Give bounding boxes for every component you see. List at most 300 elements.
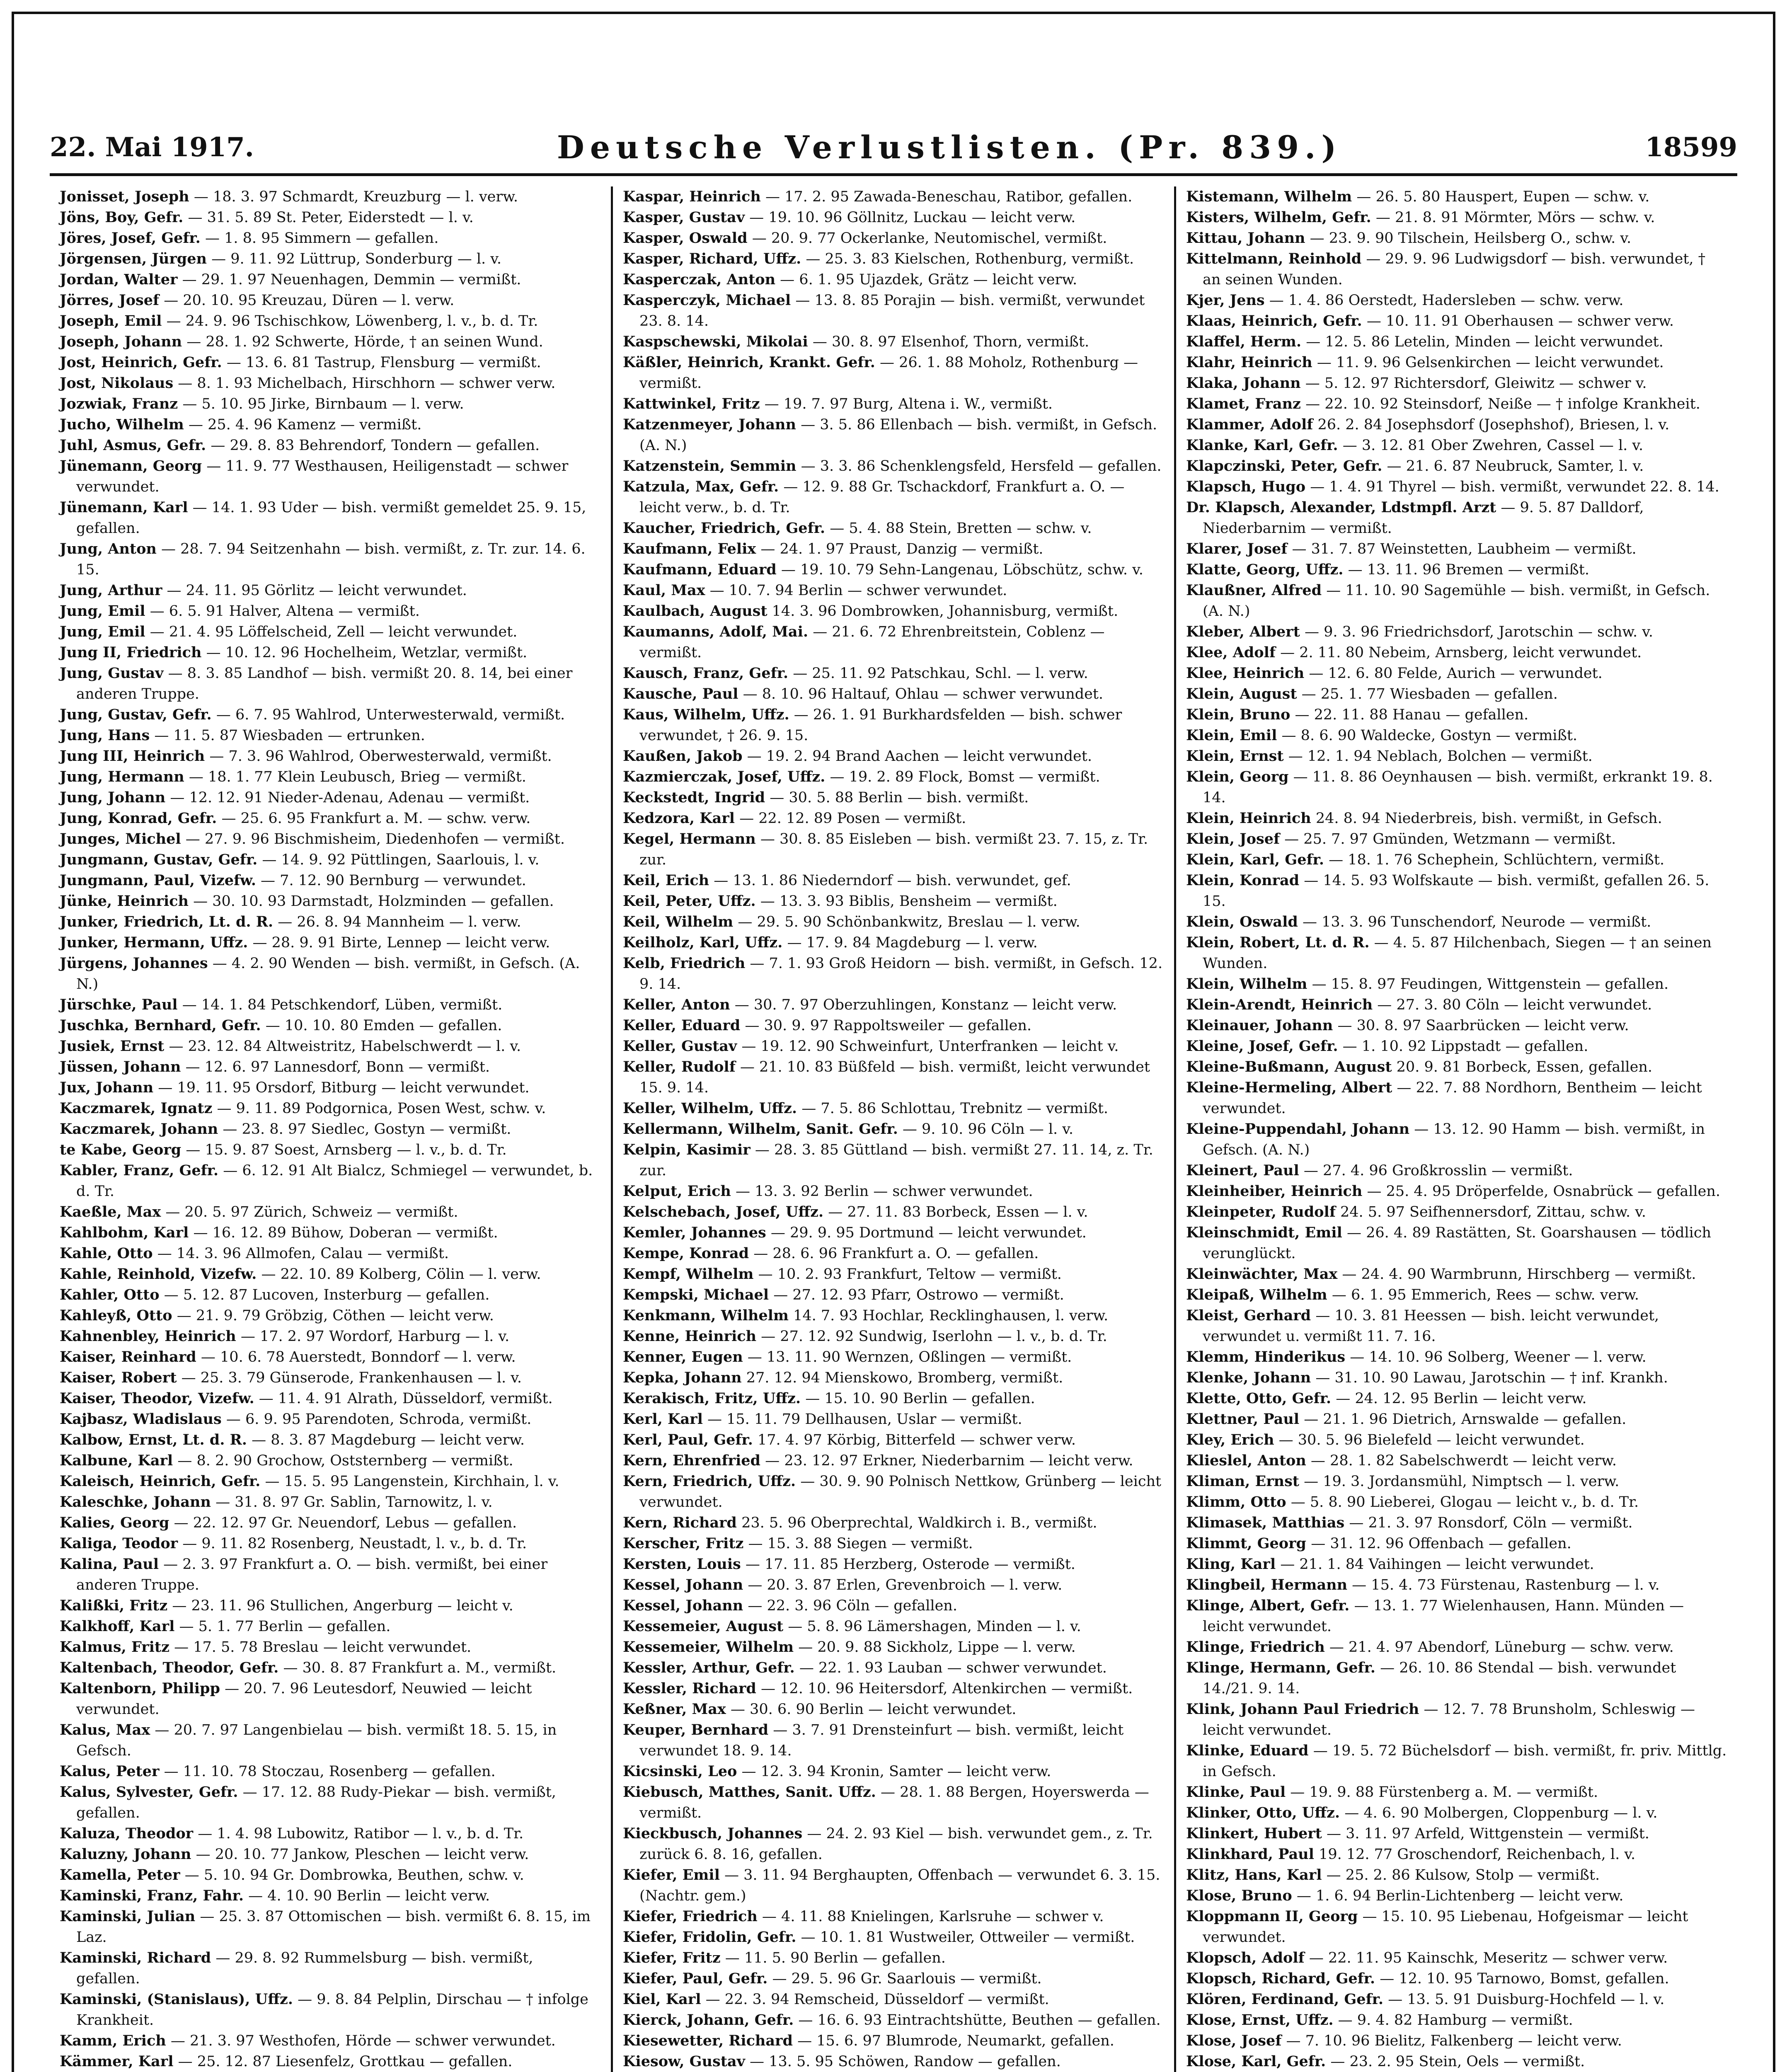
entry-name: Jost, Heinrich, Gefr. [60, 354, 222, 371]
entry-details: — 6. 9. 95 Parendoten, Schroda, vermißt. [226, 1411, 532, 1428]
entry-name: Kaufmann, Eduard [623, 561, 777, 578]
entry-name: Kleinauer, Johann [1186, 1017, 1333, 1034]
list-entry [623, 1119, 1164, 1140]
entry-name: Kaczmarek, Johann [60, 1121, 218, 1138]
entry-details: — 7. 1. 93 Groß Heidorn — bish. vermißt, in Gefsch. 12. 9. 14. [639, 955, 1163, 992]
list-entry [1186, 1740, 1727, 1782]
entry-name: Kaminski, Richard [60, 1949, 211, 1966]
entry-name: Kleine, Josef, Gefr. [1186, 1038, 1338, 1055]
entry-name: Keuper, Bernhard [623, 1721, 769, 1738]
entry-name: Kling, Karl [1186, 1556, 1276, 1573]
entry-details: — 11. 9. 96 Gelsenkirchen — leicht verwundet. [1317, 354, 1664, 371]
entry-details: — 8. 10. 96 Haltauf, Ohlau — schwer verwundet. [743, 686, 1103, 702]
header-rule [50, 173, 1737, 176]
header-title-text: Deutsche Verlustlisten. [557, 128, 1102, 166]
entry-name: Klein, Oswald [1186, 913, 1298, 930]
entry-details: — 8. 1. 93 Michelbach, Hirschhorn — schwer verw. [178, 375, 556, 392]
list-entry [1186, 497, 1727, 539]
entry-details: — 10. 7. 94 Berlin — schwer verwundet. [709, 582, 1007, 599]
list-entry [1186, 228, 1727, 249]
entry-name: Klein, Robert, Lt. d. R. [1186, 934, 1370, 951]
entry-name: Kelput, Erich [623, 1183, 731, 1200]
list-entry [60, 269, 601, 290]
entry-name: Kiesow, Gustav [623, 2053, 745, 2070]
list-entry [623, 249, 1164, 269]
entry-details: — 4. 2. 90 Wenden — bish. vermißt, in Gefsch. (A. N.) [76, 955, 580, 992]
entry-details: — 19. 5. 72 Büchelsdorf — bish. vermißt, fr. priv. Mittlg. in Gefsch. [1203, 1743, 1727, 1780]
list-entry [623, 1347, 1164, 1368]
entry-details: 17. 4. 97 Körbig, Bitterfeld — schwer verw. [757, 1432, 1076, 1448]
entry-name: Klose, Josef [1186, 2032, 1282, 2049]
list-entry [1186, 311, 1727, 332]
entry-details: — 26. 8. 94 Mannheim — l. verw. [278, 914, 521, 930]
list-entry [1186, 1450, 1727, 1471]
entry-name: Jozwiak, Franz [60, 395, 178, 412]
list-entry [1186, 1077, 1727, 1119]
list-entry [1186, 1430, 1727, 1450]
list-entry [623, 1927, 1164, 1948]
list-entry [623, 1948, 1164, 1968]
entry-details: — 15. 10. 95 Liebenau, Hofgeismar — leicht verwundet. [1203, 1908, 1688, 1946]
list-entry [1186, 1595, 1727, 1637]
entry-details: — 27. 12. 92 Sundwig, Iserlohn — l. v., b. d. Tr. [761, 1328, 1107, 1345]
entry-name: Kleine-Bußmann, August [1186, 1058, 1392, 1075]
entry-details: — 25. 4. 95 Dröperfelde, Osnabrück — gefallen. [1367, 1183, 1721, 1200]
entry-details: — 22. 12. 89 Posen — vermißt. [739, 810, 966, 827]
entry-name: Kistemann, Wilhelm [1186, 188, 1352, 205]
entry-name: Jürgens, Johannes [60, 955, 208, 972]
entry-name: Klein, Konrad [1186, 872, 1300, 889]
list-entry [1186, 559, 1727, 580]
entry-details: — 3. 7. 91 Drensteinfurt — bish. vermißt, leicht verwundet 18. 9. 14. [639, 1722, 1124, 1759]
entry-name: Klein, Bruno [1186, 706, 1291, 723]
list-entry [623, 2010, 1164, 2031]
entry-details: — 3. 11. 97 Arfeld, Wittgenstein — vermißt. [1326, 1825, 1649, 1842]
list-entry [623, 580, 1164, 601]
entry-name: Kausche, Paul [623, 685, 739, 702]
list-entry [60, 1057, 601, 1077]
entry-name: Kaminski, (Stanislaus), Uffz. [60, 1991, 293, 2008]
entry-name: Kisters, Wilhelm, Gefr. [1186, 209, 1371, 226]
entry-name: Kelschebach, Josef, Uffz. [623, 1203, 824, 1220]
list-entry [60, 352, 601, 373]
entry-name: Jung, Johann [60, 789, 166, 806]
entry-details: — 21. 10. 83 Büßfeld — bish. vermißt, leicht verwundet 15. 9. 14. [639, 1059, 1150, 1096]
entry-details: — 23. 11. 96 Stullichen, Angerburg — leicht v. [172, 1598, 513, 1614]
entry-details: — 29. 5. 90 Schönbankwitz, Breslau — l. verw. [738, 914, 1080, 930]
entry-name: Klenke, Johann [1186, 1369, 1311, 1386]
list-entry [1186, 477, 1727, 497]
list-entry [623, 829, 1164, 870]
entry-details: — 19. 2. 89 Flock, Bomst — vermißt. [830, 769, 1100, 785]
entry-name: Jünemann, Karl [60, 499, 188, 516]
entry-name: Kiefer, Fritz [623, 1949, 721, 1966]
entry-name: Kleinschmidt, Emil [1186, 1224, 1342, 1241]
entry-name: Kaltenborn, Philipp [60, 1680, 220, 1697]
entry-details: — 13. 11. 90 Wernzen, Oßlingen — vermißt. [747, 1349, 1072, 1365]
entry-name: Klee, Adolf [1186, 644, 1276, 661]
entry-name: Kleine-Puppendahl, Johann [1186, 1121, 1410, 1138]
entry-name: Klarer, Josef [1186, 540, 1288, 557]
list-entry [623, 912, 1164, 932]
entry-details: — 14. 5. 93 Wolfskaute — bish. vermißt, gefallen 26. 5. 15. [1203, 872, 1710, 910]
list-entry [623, 704, 1164, 746]
entry-details: — 16. 12. 89 Bühow, Doberan — vermißt. [193, 1225, 498, 1241]
entry-name: Katzula, Max, Gefr. [623, 478, 779, 495]
entry-details: — 22. 3. 94 Remscheid, Düsseldorf — vermißt. [705, 1991, 1049, 2008]
list-entry [60, 311, 601, 332]
list-entry [60, 1077, 601, 1098]
list-entry [1186, 850, 1727, 870]
entry-name: Kiefer, Paul, Gefr. [623, 1970, 768, 1987]
entry-name: Jünke, Heinrich [60, 893, 189, 910]
entry-name: Kelb, Friedrich [623, 955, 746, 972]
entry-name: Joseph, Emil [60, 312, 162, 329]
entry-name: Kalina, Paul [60, 1556, 159, 1573]
entry-details: — 13. 3. 93 Biblis, Bensheim — vermißt. [760, 893, 1058, 910]
entry-name: Klammer, Adolf [1186, 416, 1313, 433]
list-entry [623, 1575, 1164, 1595]
entry-name: Kleine-Hermeling, Albert [1186, 1079, 1392, 1096]
list-entry [1186, 684, 1727, 704]
entry-name: Jonisset, Joseph [60, 188, 189, 205]
list-entry [623, 290, 1164, 332]
list-entry [623, 1699, 1164, 1720]
list-entry [1186, 456, 1727, 477]
entry-name: Kern, Friedrich, Uffz. [623, 1473, 796, 1490]
entry-details: — 16. 6. 93 Eintrachtshütte, Beuthen — gefallen. [798, 2012, 1161, 2028]
entry-details: — 30. 8. 97 Elsenhof, Thorn, vermißt. [812, 334, 1090, 350]
list-entry [1186, 1575, 1727, 1595]
list-entry [60, 373, 601, 394]
entry-details: — 26. 1. 91 Burkhardsfelden — bish. schwer verwundet, † 26. 9. 15. [639, 707, 1122, 744]
entry-details: — 25. 4. 96 Kamenz — vermißt. [188, 416, 422, 433]
list-entry [1186, 1305, 1727, 1347]
entry-name: Klein, Ernst [1186, 748, 1284, 765]
entry-name: Keller, Eduard [623, 1017, 741, 1034]
entry-name: Kiefer, Emil [623, 1866, 720, 1883]
entry-details: — 27. 4. 96 Großkrosslin — vermißt. [1303, 1162, 1573, 1179]
list-entry [1186, 767, 1727, 808]
entry-details: — 29. 9. 95 Dortmund — leicht verwundet. [770, 1225, 1087, 1241]
list-entry [623, 1678, 1164, 1699]
list-entry [60, 2031, 601, 2051]
list-entry [60, 642, 601, 663]
entry-details: — 11. 9. 77 Westhausen, Heiligenstadt — schwer verwundet. [76, 458, 569, 495]
entry-details: — 10. 12. 96 Hochelheim, Wetzlar, vermißt. [206, 644, 528, 661]
list-entry [1186, 186, 1727, 207]
entry-details: — 5. 4. 88 Stein, Bretten — schw. v. [830, 520, 1092, 537]
list-entry [60, 1347, 601, 1368]
entry-name: Klinkhard, Paul [1186, 1846, 1314, 1863]
list-entry [623, 1243, 1164, 1264]
entry-name: Kiefer, Friedrich [623, 1908, 758, 1925]
entry-details: — 4. 11. 88 Knielingen, Karlsruhe — schwer v. [762, 1908, 1104, 1925]
entry-name: Kittelmann, Reinhold [1186, 250, 1362, 267]
entry-name: Kersten, Louis [623, 1556, 741, 1573]
list-entry [1186, 352, 1727, 373]
list-entry [60, 497, 601, 539]
entry-details: — 15. 9. 87 Soest, Arnsberg — l. v., b. d. Tr. [186, 1142, 507, 1158]
entry-details: — 15. 4. 73 Fürstenau, Rastenburg — l. v. [1352, 1577, 1660, 1593]
entry-name: Kaliga, Teodor [60, 1535, 178, 1552]
entry-details: — 4. 6. 90 Molbergen, Cloppenburg — l. v. [1344, 1805, 1658, 1821]
entry-details: — 10. 10. 80 Emden — gefallen. [265, 1017, 502, 1034]
entry-details: — 9. 11. 92 Lüttrup, Sonderburg — l. v. [211, 251, 502, 267]
list-entry [623, 518, 1164, 539]
entry-name: Junges, Michel [60, 830, 181, 847]
entry-name: Kelpin, Kasimir [623, 1141, 751, 1158]
entry-details: — 30. 8. 85 Eisleben — bish. vermißt 23. 7. 15, z. Tr. zur. [639, 831, 1148, 868]
entry-details: — 31. 8. 97 Gr. Sablin, Tarnowitz, l. v. [216, 1494, 493, 1510]
entry-details: — 24. 12. 95 Berlin — leicht verw. [1336, 1390, 1587, 1407]
list-entry [60, 1202, 601, 1222]
list-entry [623, 1264, 1164, 1285]
entry-name: Kleinpeter, Rudolf [1186, 1203, 1336, 1220]
list-entry [60, 1492, 601, 1513]
list-entry [623, 746, 1164, 767]
entry-details: — 11. 4. 91 Alrath, Düsseldorf, vermißt. [259, 1390, 553, 1407]
list-entry [623, 1140, 1164, 1181]
list-entry [623, 1285, 1164, 1305]
entry-details: — 13. 12. 90 Hamm — bish. vermißt, in Gefsch. (A. N.) [1203, 1121, 1705, 1158]
entry-details: — 22. 12. 97 Gr. Neuendorf, Lebus — gefallen. [174, 1515, 517, 1531]
entry-details: — 9. 8. 84 Pelplin, Dirschau — † infolge Krankheit. [76, 1991, 588, 2028]
entry-name: Jordan, Walter [60, 271, 178, 288]
entry-name: Klamet, Franz [1186, 395, 1301, 412]
entry-name: Klemm, Hinderikus [1186, 1348, 1346, 1365]
entry-details: — 22. 10. 92 Steinsdorf, Neiße — † infolge Krankheit. [1305, 396, 1700, 412]
entry-name: Kaucher, Friedrich, Gefr. [623, 520, 826, 537]
entry-details: — 20. 9. 88 Sickholz, Lippe — l. verw. [798, 1639, 1076, 1656]
entry-name: Kittau, Johann [1186, 230, 1305, 247]
list-entry [623, 1326, 1164, 1347]
list-entry [60, 414, 601, 435]
entry-name: Kajbasz, Wladislaus [60, 1411, 222, 1428]
entry-name: Kalkhoff, Karl [60, 1618, 175, 1635]
list-entry [60, 539, 601, 580]
entry-details: — 6. 5. 91 Halver, Altena — vermißt. [150, 603, 420, 620]
entry-details: 27. 12. 94 Mienskowo, Bromberg, vermißt. [746, 1370, 1063, 1386]
entry-name: Kaiser, Reinhard [60, 1348, 196, 1365]
entry-name: Kalus, Max [60, 1721, 150, 1738]
list-entry [623, 1057, 1164, 1098]
entry-name: Kamm, Erich [60, 2032, 166, 2049]
entry-name: Kaul, Max [623, 582, 705, 599]
list-entry [623, 1989, 1164, 2010]
entry-details: — 25. 3. 79 Günserode, Frankenhausen — l. v. [181, 1370, 522, 1386]
list-entry [1186, 1699, 1727, 1740]
list-entry [623, 787, 1164, 808]
entry-name: Kempe, Konrad [623, 1245, 749, 1262]
entry-name: Jüssen, Johann [60, 1058, 181, 1075]
entry-details: — 19. 9. 88 Fürstenberg a. M. — vermißt. [1290, 1784, 1598, 1801]
list-entry [60, 1368, 601, 1388]
entry-details: — 24. 1. 97 Praust, Danzig — vermißt. [760, 541, 1044, 557]
entry-details: — 8. 3. 87 Magdeburg — leicht verw. [252, 1432, 525, 1448]
entry-details: — 15. 10. 90 Berlin — gefallen. [805, 1390, 1035, 1407]
entry-name: Kjer, Jens [1186, 292, 1265, 309]
entry-details: — 6. 12. 91 Alt Bialcz, Schmiegel — verwundet, b. d. Tr. [76, 1162, 593, 1200]
list-entry [1186, 704, 1727, 725]
entry-details: — 12. 1. 94 Neblach, Bolchen — vermißt. [1288, 748, 1593, 765]
entry-name: Kerl, Karl [623, 1411, 703, 1428]
entry-name: Kierck, Johann, Gefr. [623, 2011, 794, 2028]
list-entry [60, 787, 601, 808]
list-entry [1186, 1119, 1727, 1160]
entry-name: Kalus, Peter [60, 1763, 160, 1780]
header-issue: (Pr. 839.) [1118, 128, 1342, 166]
entry-name: Kaminski, Julian [60, 1908, 196, 1925]
entry-details: — 3. 12. 81 Ober Zwehren, Cassel — l. v. [1342, 437, 1644, 454]
list-entry [623, 953, 1164, 995]
list-entry [1186, 1347, 1727, 1368]
entry-details: — 21. 6. 72 Ehrenbreitstein, Coblenz — vermißt. [639, 624, 1105, 661]
entry-name: Kaußen, Jakob [623, 748, 743, 765]
entry-details: — 13. 6. 81 Tastrup, Flensburg — vermißt. [226, 354, 541, 371]
entry-name: Jungmann, Gustav, Gefr. [60, 851, 258, 868]
list-entry [623, 1368, 1164, 1388]
entry-details: — 9. 4. 82 Hamburg — vermißt. [1338, 2012, 1573, 2028]
entry-details: — 21. 1. 96 Dietrich, Arnswalde — gefallen. [1304, 1411, 1627, 1428]
list-entry [623, 1015, 1164, 1036]
list-entry [60, 1388, 601, 1409]
list-entry [1186, 1803, 1727, 1823]
entry-name: Klatte, Georg, Uffz. [1186, 561, 1344, 578]
entry-name: Klahr, Heinrich [1186, 354, 1312, 371]
entry-details: — 28. 3. 85 Güttland — bish. vermißt 27. 11. 14, z. Tr. zur. [639, 1142, 1153, 1179]
entry-details: — 1. 4. 98 Lubowitz, Ratibor — l. v., b. d. Tr. [198, 1825, 524, 1842]
entry-details: — 8. 2. 90 Grochow, Oststernberg — vermißt. [177, 1452, 513, 1469]
entry-details: — 6. 1. 95 Emmerich, Rees — schw. verw. [1332, 1287, 1639, 1303]
entry-details: — 3. 11. 94 Berghaupten, Offenbach — verwundet 6. 3. 15. (Nachtr. gem.) [639, 1867, 1160, 1904]
entry-name: Jung, Anton [60, 540, 157, 557]
entry-name: Klose, Ernst, Uffz. [1186, 2011, 1334, 2028]
entry-details: — 5. 12. 87 Lucoven, Insterburg — gefallen. [164, 1287, 490, 1303]
entry-details: — 1. 4. 86 Oerstedt, Hadersleben — schw. verw. [1269, 292, 1624, 309]
entry-name: Klinke, Eduard [1186, 1742, 1309, 1759]
entry-name: Kalbune, Karl [60, 1452, 173, 1469]
list-entry [623, 1036, 1164, 1057]
list-entry [1186, 1285, 1727, 1305]
entry-details: — 30. 9. 97 Rappoltsweiler — gefallen. [745, 1017, 1032, 1034]
list-entry [60, 1616, 601, 1637]
entry-name: Klinker, Otto, Uffz. [1186, 1804, 1340, 1821]
entry-name: Keil, Wilhelm [623, 913, 734, 930]
list-entry [60, 746, 601, 767]
list-entry [60, 1865, 601, 1886]
entry-name: Kessel, Johann [623, 1576, 743, 1593]
entry-name: Kloppmann II, Georg [1186, 1908, 1358, 1925]
entry-name: Kaeßle, Max [60, 1203, 161, 1220]
list-entry [1186, 1554, 1727, 1575]
entry-name: Klee, Heinrich [1186, 665, 1305, 682]
entry-details: — 14. 9. 92 Püttlingen, Saarlouis, l. v. [262, 852, 540, 868]
entry-details: — 13. 8. 85 Porajin — bish. vermißt, verwundet 23. 8. 14. [639, 292, 1145, 329]
entry-details: — 12. 7. 78 Brunsholm, Schleswig — leicht verwundet. [1203, 1701, 1695, 1738]
entry-details: — 24. 9. 96 Tschischkow, Löwenberg, l. v., b. d. Tr. [166, 313, 538, 329]
casualty-list-columns [50, 186, 1737, 2072]
list-entry [1186, 1823, 1727, 1844]
column-right [1174, 186, 1737, 2072]
list-entry [60, 622, 601, 642]
list-entry [1186, 870, 1727, 912]
entry-name: Jöns, Boy, Gefr. [60, 209, 184, 226]
entry-name: Klein, Wilhelm [1186, 975, 1308, 992]
list-entry [60, 456, 601, 497]
list-entry [60, 850, 601, 870]
list-entry [1186, 1844, 1727, 1865]
entry-details: — 7. 3. 96 Wahlrod, Oberwesterwald, vermißt. [209, 748, 552, 765]
entry-details: — 13. 5. 91 Duisburg-Hochfeld — l. v. [1388, 1991, 1665, 2008]
entry-details: — 25. 11. 92 Patschkau, Schl. — l. verw. [793, 665, 1088, 682]
entry-name: Klein-Arendt, Heinrich [1186, 996, 1373, 1013]
list-entry [623, 1181, 1164, 1202]
list-entry [623, 1865, 1164, 1906]
entry-details: — 26. 4. 89 Rastätten, St. Goarshausen — tödlich verunglückt. [1203, 1225, 1712, 1262]
list-entry [623, 539, 1164, 559]
entry-name: Jung, Konrad, Gefr. [60, 810, 217, 827]
entry-details: — 31. 7. 87 Weinstetten, Laubheim — vermißt. [1292, 541, 1637, 557]
entry-details: — 23. 9. 90 Tilschein, Heilsberg O., schw. v. [1310, 230, 1632, 247]
entry-name: Kaus, Wilhelm, Uffz. [623, 706, 789, 723]
list-entry [1186, 1989, 1727, 2010]
entry-name: Klettner, Paul [1186, 1411, 1300, 1428]
entry-details: — 9. 11. 82 Rosenberg, Neustadt, l. v., b. d. Tr. [182, 1535, 527, 1552]
entry-details: — 14. 3. 96 Allmofen, Calau — vermißt. [157, 1245, 449, 1262]
entry-details: — 23. 12. 97 Erkner, Niederbarnim — leicht verw. [765, 1452, 1133, 1469]
list-entry [623, 1720, 1164, 1761]
entry-name: Keilholz, Karl, Uffz. [623, 934, 783, 951]
entry-details: — 10. 2. 93 Frankfurt, Teltow — vermißt. [758, 1266, 1062, 1283]
list-entry [60, 1948, 601, 1989]
entry-details: — 1. 4. 91 Thyrel — bish. vermißt, verwundet 22. 8. 14. [1310, 479, 1719, 495]
entry-name: Kempski, Michael [623, 1286, 769, 1303]
entry-details: — 12. 5. 86 Letelin, Minden — leicht verwundet. [1306, 334, 1664, 350]
list-entry [623, 394, 1164, 414]
entry-name: Kahleyß, Otto [60, 1307, 172, 1324]
list-entry [60, 228, 601, 249]
list-entry [1186, 1181, 1727, 1202]
list-entry [623, 207, 1164, 228]
list-entry [1186, 1782, 1727, 1803]
entry-name: Kaluzny, Johann [60, 1846, 191, 1863]
entry-details: — 15. 3. 88 Siegen — vermißt. [748, 1535, 973, 1552]
entry-details: — 30. 8. 87 Frankfurt a. M., vermißt. [283, 1660, 557, 1676]
entry-name: Jost, Nikolaus [60, 375, 174, 392]
entry-details: — 6. 7. 95 Wahlrod, Unterwesterwald, vermißt. [216, 707, 565, 723]
entry-details: — 28. 7. 94 Seitzenhahn — bish. vermißt, z. Tr. zur. 14. 6. 15. [76, 541, 586, 578]
entry-details: — 22. 3. 96 Cöln — gefallen. [748, 1598, 957, 1614]
list-entry [1186, 622, 1727, 642]
entry-details: — 10. 11. 91 Oberhausen — schwer verw. [1366, 313, 1674, 329]
entry-details: — 21. 9. 79 Gröbzig, Cöthen — leicht verw. [177, 1307, 494, 1324]
entry-name: Jungmann, Paul, Vizefw. [60, 872, 256, 889]
entry-name: Kleist, Gerhard [1186, 1307, 1311, 1324]
list-entry [60, 249, 601, 269]
entry-details: — 27. 11. 83 Borbeck, Essen — l. v. [828, 1204, 1088, 1220]
entry-name: Junker, Hermann, Uffz. [60, 934, 248, 951]
entry-details: — 17. 5. 78 Breslau — leicht verwundet. [174, 1639, 472, 1656]
entry-name: Kaleschke, Johann [60, 1493, 211, 1510]
list-entry [60, 1160, 601, 1202]
entry-name: Jung, Hans [60, 727, 150, 744]
entry-details: — 17. 2. 97 Wordorf, Harburg — l. v. [240, 1328, 510, 1345]
entry-details: — 4. 5. 87 Hilchenbach, Siegen — † an seinen Wunden. [1203, 934, 1712, 972]
entry-name: Keller, Gustav [623, 1038, 737, 1055]
entry-name: Joseph, Johann [60, 333, 182, 350]
list-entry [1186, 725, 1727, 746]
